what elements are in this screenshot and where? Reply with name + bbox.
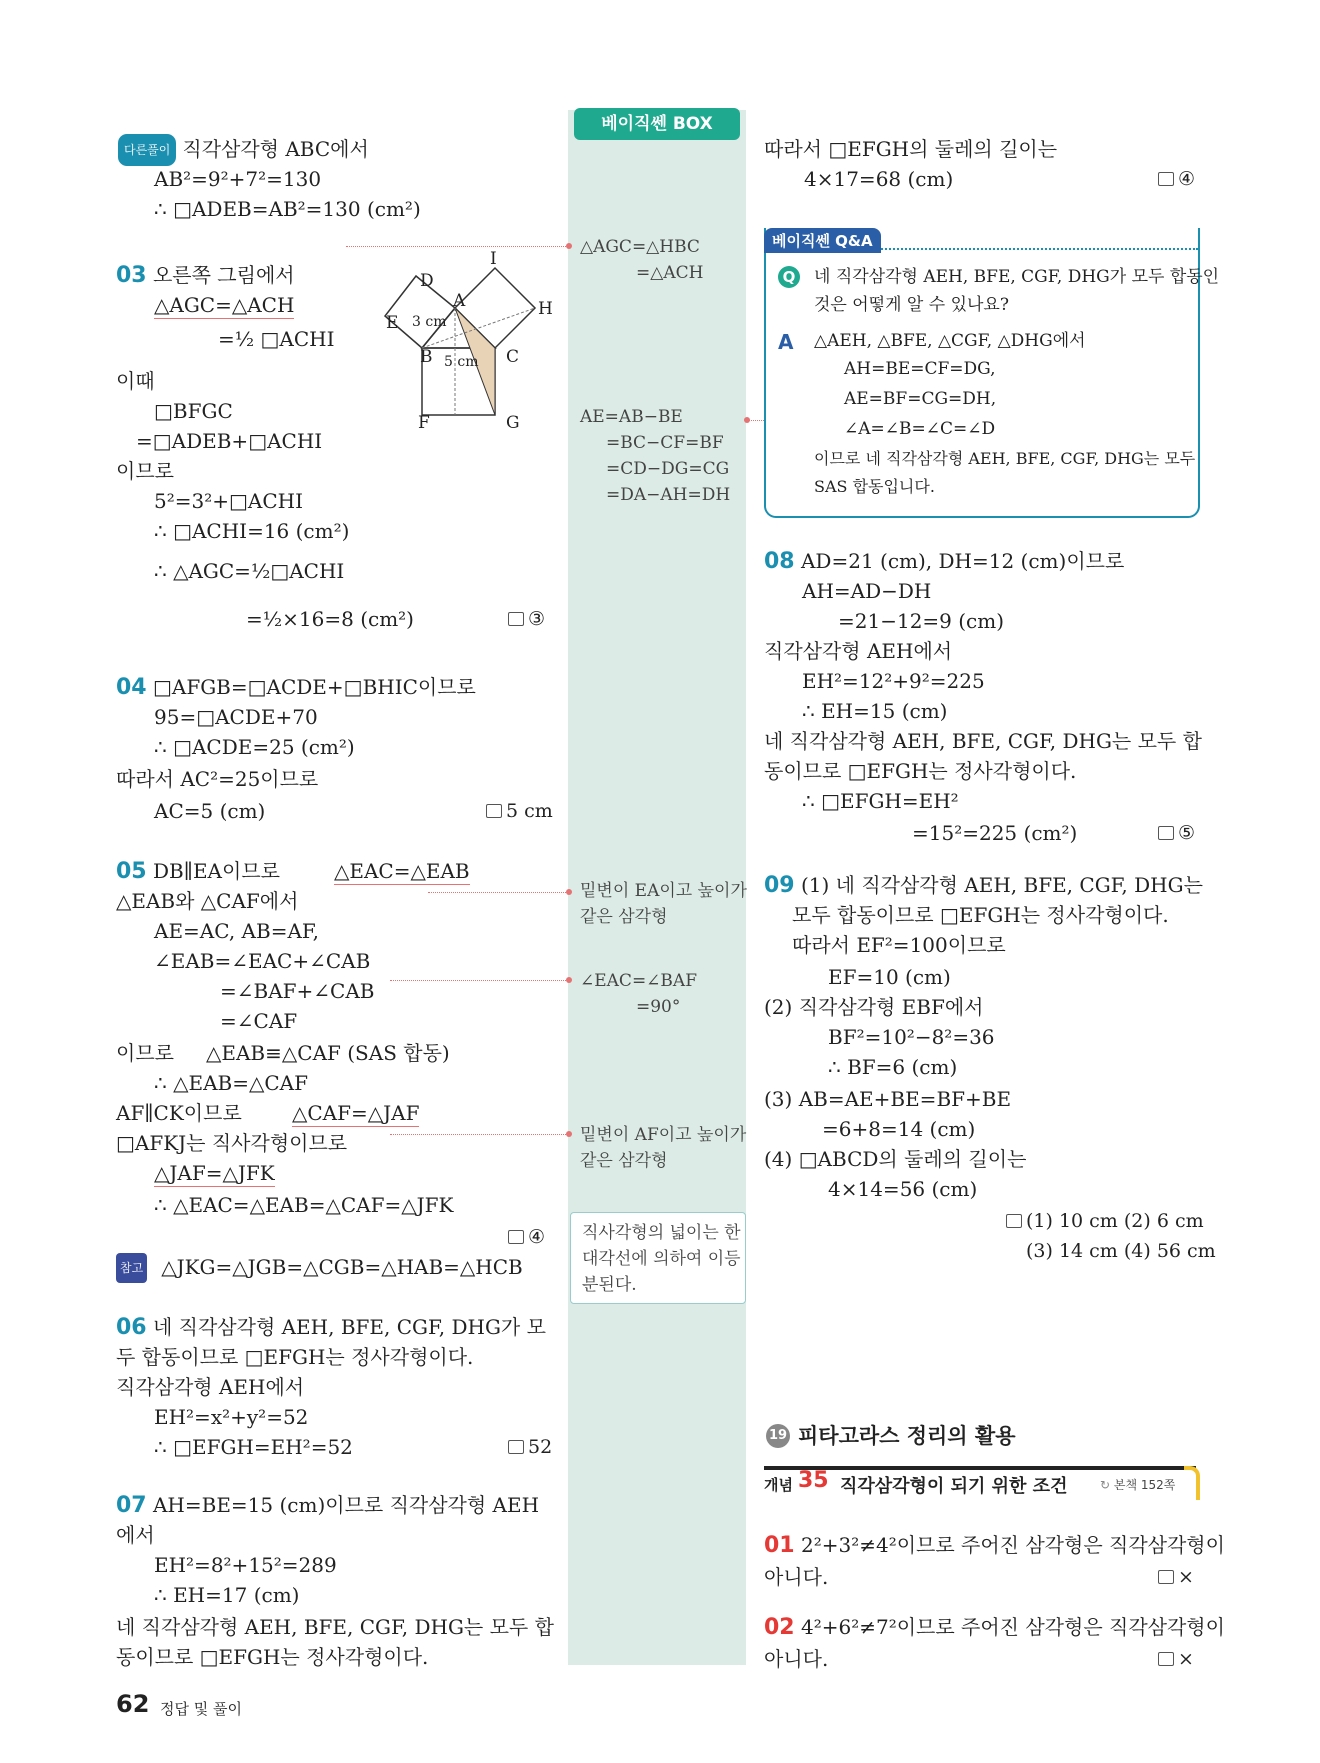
problem-line: BF²=10²−8²=36	[828, 1025, 995, 1049]
problem-line: ∴ △EAC=△EAB=△CAF=△JFK	[154, 1193, 454, 1217]
qa-question: 것은 어떻게 알 수 있나요?	[814, 295, 1009, 315]
problem-line: 이때	[116, 369, 155, 393]
alt-line: 직각삼각형 ABC에서	[182, 137, 369, 161]
problem-number: 04	[116, 675, 147, 700]
box-note: 직사각형의 넓이는 한	[582, 1223, 741, 1243]
problem-06-header	[116, 1312, 546, 1343]
problem-line: 직각삼각형 AEH에서	[116, 1375, 305, 1399]
qa-answer: SAS 합동입니다.	[814, 477, 935, 496]
qa-answer: △AEH, △BFE, △CGF, △DHG에서	[814, 331, 1086, 351]
box-note: =BC−CF=BF	[606, 433, 724, 453]
answer-03	[508, 604, 545, 634]
concept-01-header	[764, 1530, 1225, 1561]
problem-line: □AFGB=□ACDE+□BHIC이므로	[152, 675, 476, 699]
box-note: 같은 삼각형	[580, 1151, 668, 1171]
answer-value: ×	[1178, 1566, 1194, 1588]
text-line: 4×17=68 (cm)	[804, 167, 954, 191]
answer-04	[486, 796, 553, 826]
qa-answer: 이므로 네 직각삼각형 AEH, BFE, CGF, DHG는 모두	[814, 449, 1196, 468]
figure-label: E	[386, 313, 399, 333]
qa-dotted-top	[858, 248, 1198, 250]
problem-line: AC=5 (cm)	[154, 799, 266, 823]
box-note: =DA−AH=DH	[606, 485, 731, 505]
connector-dot	[566, 243, 572, 249]
problem-number: 01	[764, 1533, 795, 1558]
concept-ref[interactable]	[1100, 1476, 1175, 1493]
box-note: 밑변이 AF이고 높이가	[580, 1125, 747, 1145]
problem-line: ∴ △AGC=½□ACHI	[154, 559, 345, 583]
problem-line: ∴ BF=6 (cm)	[828, 1055, 958, 1079]
problem-line: ∴ □ACHI=16 (cm²)	[154, 519, 350, 543]
problem-04-header	[116, 672, 476, 703]
answer-value: ③	[528, 608, 546, 630]
problem-line: (1) 네 직각삼각형 AEH, BFE, CGF, DHG는	[800, 873, 1203, 897]
link-icon: ↻	[1100, 1478, 1114, 1492]
reference-badge: 참고	[116, 1253, 147, 1283]
problem-number: 08	[764, 549, 795, 574]
box-note: AE=AB−BE	[580, 407, 683, 427]
qa-answer: AH=BE=CF=DG,	[844, 359, 996, 379]
problem-line: ∴ EH=15 (cm)	[802, 699, 948, 723]
problem-line: 오른쪽 그림에서	[152, 263, 295, 287]
connector	[346, 246, 568, 247]
box-note: =△ACH	[636, 263, 704, 283]
question-icon: Q	[778, 266, 800, 288]
answer-value: ④	[1178, 168, 1196, 190]
figure-label: 3 cm	[412, 314, 447, 330]
figure-label: D	[420, 271, 434, 291]
box-note: 분된다.	[582, 1275, 637, 1295]
qa-answer: ∠A=∠B=∠C=∠D	[844, 419, 996, 439]
problem-09-header	[764, 870, 1203, 901]
concept-label: 개념	[764, 1476, 793, 1494]
concept-title: 직각삼각형이 되기 위한 조건	[840, 1476, 1068, 1497]
alt-solution-line-1	[118, 134, 369, 166]
problem-number: 07	[116, 1493, 147, 1518]
problem-line: 아니다.	[764, 1565, 829, 1589]
problem-line: 두 합동이므로 □EFGH는 정사각형이다.	[116, 1345, 474, 1369]
answer-c02	[1158, 1644, 1194, 1674]
answer-value: ×	[1178, 1648, 1194, 1670]
concept-number: 35	[798, 1468, 829, 1493]
problem-line: ∴ □EFGH=EH²=52	[154, 1435, 353, 1459]
problem-05-header	[116, 856, 280, 887]
connector	[428, 892, 568, 893]
problem-line: ∴ EH=17 (cm)	[154, 1583, 300, 1607]
concept-bar-accent	[1184, 1466, 1200, 1500]
problem-line: DB∥EA이므로	[152, 859, 280, 883]
problem-number: 02	[764, 1615, 795, 1640]
problem-line: AH=AD−DH	[802, 579, 932, 603]
connector-dot	[566, 1131, 572, 1137]
problem-line: 5²=3²+□ACHI	[154, 489, 303, 513]
text-line: 따라서 □EFGH의 둘레의 길이는	[764, 137, 1058, 161]
problem-line: =∠BAF+∠CAB	[220, 979, 375, 1003]
problem-line: 네 직각삼각형 AEH, BFE, CGF, DHG가 모	[152, 1315, 546, 1339]
problem-line: AH=BE=15 (cm)이므로 직각삼각형 AEH	[152, 1493, 540, 1517]
figure-label: C	[506, 347, 520, 367]
problem-line: (4) □ABCD의 둘레의 길이는	[764, 1147, 1027, 1171]
problem-line: 4×14=56 (cm)	[828, 1177, 978, 1201]
problem-07-header	[116, 1490, 539, 1521]
problem-line: AD=21 (cm), DH=12 (cm)이므로	[800, 549, 1125, 573]
answer-value: ④	[528, 1226, 546, 1248]
problem-number: 09	[764, 873, 795, 898]
figure-label: F	[418, 413, 430, 433]
problem-line: △EAC=△EAB	[334, 859, 470, 883]
connector-dot	[744, 417, 750, 423]
answer-06	[508, 1432, 552, 1462]
box-note: =90°	[636, 997, 681, 1017]
problem-line: =21−12=9 (cm)	[838, 609, 1005, 633]
problem-line: =15²=225 (cm²)	[912, 821, 1078, 845]
problem-line: 이므로	[116, 459, 174, 483]
problem-line: (2) 직각삼각형 EBF에서	[764, 995, 984, 1019]
problem-line: □BFGC	[154, 399, 233, 423]
problem-line: (3) AB=AE+BE=BF+BE	[764, 1087, 1012, 1111]
reference-note	[116, 1252, 523, 1283]
problem-line: =∠CAF	[220, 1009, 298, 1033]
qa-answer: AE=BF=CG=DH,	[844, 389, 997, 409]
qa-tag-label: 베이직쎈 Q&A	[772, 232, 873, 250]
page-number: 62	[116, 1690, 150, 1718]
basic-box-title: 베이직쎈 BOX	[601, 114, 713, 134]
connector	[390, 1134, 568, 1135]
problem-line: △JAF=△JFK	[154, 1161, 275, 1185]
problem-line: 네 직각삼각형 AEH, BFE, CGF, DHG는 모두 합	[764, 729, 1202, 753]
problem-line: 95=□ACDE+70	[154, 705, 318, 729]
problem-line: 직각삼각형 AEH에서	[764, 639, 953, 663]
box-note: =CD−DG=CG	[606, 459, 730, 479]
connector-dot	[566, 977, 572, 983]
problem-line: 네 직각삼각형 AEH, BFE, CGF, DHG는 모두 합	[116, 1615, 554, 1639]
problem-line: AE=AC, AB=AF,	[154, 919, 320, 943]
problem-line: EH²=8²+15²=289	[154, 1553, 337, 1577]
problem-line: =□ADEB+□ACHI	[136, 429, 323, 453]
problem-line: 에서	[116, 1523, 155, 1547]
problem-line: 2²+3²≠4²이므로 주어진 삼각형은 직각삼각형이	[800, 1533, 1225, 1557]
problem-line: 모두 합동이므로 □EFGH는 정사각형이다.	[792, 903, 1169, 927]
problem-line: ∴ □ACDE=25 (cm²)	[154, 735, 355, 759]
pythagoras-figure	[380, 248, 560, 428]
box-note: 같은 삼각형	[580, 907, 668, 927]
figure-label: G	[506, 413, 520, 433]
problem-line: ∠EAB=∠EAC+∠CAB	[154, 949, 371, 973]
problem-line: 따라서 EF²=100이므로	[792, 933, 1006, 957]
figure-label: 5 cm	[444, 354, 479, 370]
figure-label: B	[420, 347, 433, 367]
answer-05	[508, 1222, 545, 1252]
problem-line: △EAB와 △CAF에서	[116, 889, 299, 913]
qa-question: 네 직각삼각형 AEH, BFE, CGF, DHG가 모두 합동인	[814, 267, 1220, 287]
section-number-badge	[766, 1424, 790, 1448]
figure-label: I	[490, 249, 497, 269]
problem-line: =½×16=8 (cm²)	[246, 607, 414, 631]
connector-dot	[566, 889, 572, 895]
answer-08	[1158, 818, 1195, 848]
footer-label: 정답 및 풀이	[160, 1700, 242, 1718]
problem-line: EH²=x²+y²=52	[154, 1405, 309, 1429]
box-note: 대각선에 의하여 이등	[582, 1249, 741, 1269]
concept-ref-text: 본책 152쪽	[1113, 1478, 1176, 1492]
concept-02-header	[764, 1612, 1225, 1643]
problem-number: 03	[116, 263, 147, 288]
answer-09	[1006, 1206, 1204, 1236]
problem-line: =½ □ACHI	[218, 327, 335, 351]
answer-07	[1158, 164, 1195, 194]
answer-value: ⑤	[1178, 822, 1196, 844]
problem-line: ∴ □EFGH=EH²	[802, 789, 959, 813]
problem-08-header	[764, 546, 1124, 577]
alt-line: AB²=9²+7²=130	[154, 167, 322, 191]
problem-line: 4²+6²≠7²이므로 주어진 삼각형은 직각삼각형이	[800, 1615, 1225, 1639]
section-number: 19	[768, 1428, 788, 1443]
problem-03-header	[116, 260, 295, 291]
box-note: ∠EAC=∠BAF	[580, 971, 697, 991]
problem-line: 동이므로 □EFGH는 정사각형이다.	[764, 759, 1077, 783]
problem-line: ∴ △EAB=△CAF	[154, 1071, 308, 1095]
problem-line: △CAF=△JAF	[292, 1101, 420, 1125]
problem-number: 06	[116, 1315, 147, 1340]
answer-value: (1) 10 cm (2) 6 cm	[1026, 1210, 1204, 1232]
section-title: 피타고라스 정리의 활용	[798, 1424, 1016, 1448]
problem-line: EF=10 (cm)	[828, 965, 951, 989]
answer-value: 5 cm	[506, 800, 553, 822]
problem-line: □AFKJ는 직사각형이므로	[116, 1131, 348, 1155]
answer-value: 52	[528, 1436, 553, 1458]
problem-line: EH²=12²+9²=225	[802, 669, 985, 693]
problem-line: 아니다.	[764, 1647, 829, 1671]
basic-box-header	[574, 108, 740, 140]
problem-line: △AGC=△ACH	[154, 293, 295, 317]
problem-line: AF∥CK이므로	[116, 1101, 242, 1125]
problem-line: 동이므로 □EFGH는 정사각형이다.	[116, 1645, 429, 1669]
figure-label: H	[538, 299, 553, 319]
alt-line: ∴ □ADEB=AB²=130 (cm²)	[154, 197, 421, 221]
problem-line: 이므로	[116, 1041, 174, 1065]
answer-icon: A	[778, 330, 794, 354]
answer-value: (3) 14 cm (4) 56 cm	[1026, 1240, 1216, 1262]
connector	[390, 980, 568, 981]
answer-c01	[1158, 1562, 1194, 1592]
problem-line: △EAB≡△CAF (SAS 합동)	[206, 1041, 450, 1065]
problem-line: =6+8=14 (cm)	[822, 1117, 976, 1141]
qa-tag	[764, 228, 881, 253]
box-note: △AGC=△HBC	[580, 237, 700, 257]
reference-text: △JKG=△JGB=△CGB=△HAB=△HCB	[161, 1255, 523, 1279]
alt-solution-badge: 다른풀이	[118, 134, 176, 166]
box-note: 밑변이 EA이고 높이가	[580, 881, 747, 901]
problem-number: 05	[116, 859, 147, 884]
figure-label: A	[453, 291, 466, 311]
problem-line: 따라서 AC²=25이므로	[116, 767, 319, 791]
